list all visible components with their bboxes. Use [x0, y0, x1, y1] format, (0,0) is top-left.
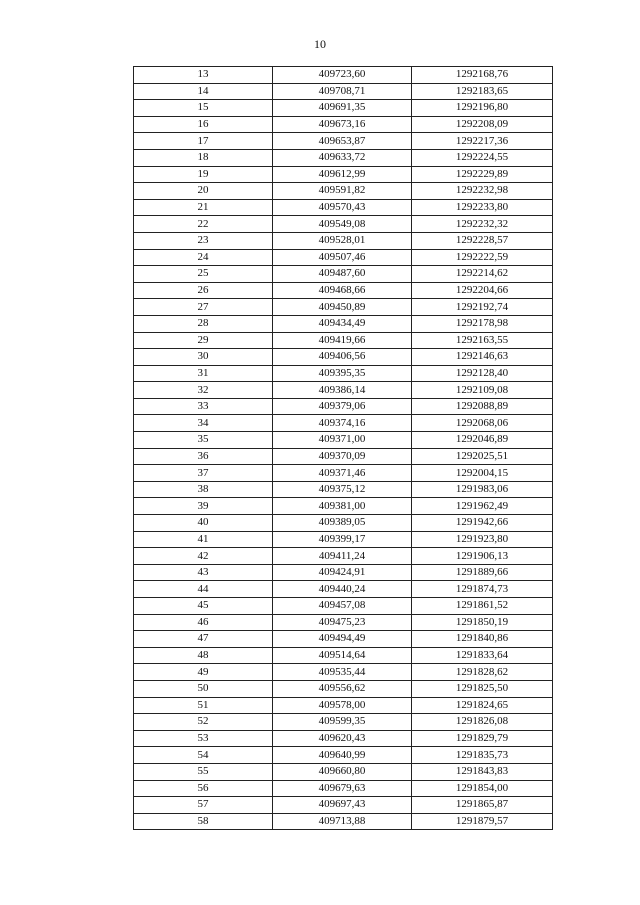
x-coordinate-cell: 409578,00	[273, 697, 412, 714]
point-number-cell: 32	[134, 382, 273, 399]
point-number-cell: 44	[134, 581, 273, 598]
x-coordinate-cell: 409653,87	[273, 133, 412, 150]
y-coordinate-cell: 1292229,89	[412, 166, 553, 183]
point-number-cell: 14	[134, 83, 273, 100]
coordinates-table	[133, 66, 553, 830]
y-coordinate-cell: 1292168,76	[412, 67, 553, 84]
x-coordinate-cell: 409370,09	[273, 448, 412, 465]
x-coordinate-cell: 409514,64	[273, 647, 412, 664]
y-coordinate-cell: 1291854,00	[412, 780, 553, 797]
x-coordinate-cell: 409591,82	[273, 183, 412, 200]
y-coordinate-cell: 1292233,80	[412, 199, 553, 216]
table-row	[134, 282, 553, 299]
table-row	[134, 697, 553, 714]
point-number-cell: 42	[134, 548, 273, 565]
x-coordinate-cell: 409487,60	[273, 266, 412, 283]
point-number-cell: 20	[134, 183, 273, 200]
x-coordinate-cell: 409374,16	[273, 415, 412, 432]
x-coordinate-cell: 409379,06	[273, 398, 412, 415]
y-coordinate-cell: 1292196,80	[412, 100, 553, 117]
table-row	[134, 448, 553, 465]
point-number-cell: 56	[134, 780, 273, 797]
page-number: 10	[314, 37, 326, 51]
table-row	[134, 564, 553, 581]
table-row	[134, 183, 553, 200]
point-number-cell: 37	[134, 465, 273, 482]
point-number-cell: 24	[134, 249, 273, 266]
x-coordinate-cell: 409419,66	[273, 332, 412, 349]
table-row	[134, 797, 553, 814]
table-row	[134, 133, 553, 150]
table-row	[134, 332, 553, 349]
x-coordinate-cell: 409411,24	[273, 548, 412, 565]
y-coordinate-cell: 1291962,49	[412, 498, 553, 515]
table-row	[134, 299, 553, 316]
point-number-cell: 38	[134, 481, 273, 498]
table-row	[134, 548, 553, 565]
table-row	[134, 166, 553, 183]
x-coordinate-cell: 409457,08	[273, 598, 412, 615]
table-row	[134, 100, 553, 117]
x-coordinate-cell: 409424,91	[273, 564, 412, 581]
table-row	[134, 813, 553, 830]
table-row	[134, 398, 553, 415]
table-row	[134, 249, 553, 266]
x-coordinate-cell: 409375,12	[273, 481, 412, 498]
point-number-cell: 25	[134, 266, 273, 283]
point-number-cell: 45	[134, 598, 273, 615]
table-row	[134, 614, 553, 631]
y-coordinate-cell: 1292178,98	[412, 315, 553, 332]
point-number-cell: 31	[134, 365, 273, 382]
point-number-cell: 13	[134, 67, 273, 84]
table-row	[134, 315, 553, 332]
point-number-cell: 15	[134, 100, 273, 117]
point-number-cell: 58	[134, 813, 273, 830]
table-row	[134, 481, 553, 498]
x-coordinate-cell: 409507,46	[273, 249, 412, 266]
x-coordinate-cell: 409399,17	[273, 531, 412, 548]
point-number-cell: 47	[134, 631, 273, 648]
table-row	[134, 730, 553, 747]
point-number-cell: 17	[134, 133, 273, 150]
x-coordinate-cell: 409633,72	[273, 149, 412, 166]
table-row	[134, 349, 553, 366]
table-row	[134, 149, 553, 166]
y-coordinate-cell: 1291825,50	[412, 680, 553, 697]
point-number-cell: 51	[134, 697, 273, 714]
y-coordinate-cell: 1292004,15	[412, 465, 553, 482]
x-coordinate-cell: 409612,99	[273, 166, 412, 183]
table-row	[134, 780, 553, 797]
y-coordinate-cell: 1291889,66	[412, 564, 553, 581]
x-coordinate-cell: 409381,00	[273, 498, 412, 515]
table-row	[134, 199, 553, 216]
table-row	[134, 598, 553, 615]
point-number-cell: 26	[134, 282, 273, 299]
point-number-cell: 29	[134, 332, 273, 349]
table-row	[134, 266, 553, 283]
point-number-cell: 33	[134, 398, 273, 415]
y-coordinate-cell: 1292232,32	[412, 216, 553, 233]
point-number-cell: 40	[134, 515, 273, 532]
table-row	[134, 763, 553, 780]
table-row	[134, 631, 553, 648]
y-coordinate-cell: 1291850,19	[412, 614, 553, 631]
point-number-cell: 22	[134, 216, 273, 233]
x-coordinate-cell: 409599,35	[273, 714, 412, 731]
point-number-cell: 19	[134, 166, 273, 183]
y-coordinate-cell: 1291824,65	[412, 697, 553, 714]
point-number-cell: 48	[134, 647, 273, 664]
point-number-cell: 34	[134, 415, 273, 432]
y-coordinate-cell: 1292109,08	[412, 382, 553, 399]
table-row	[134, 515, 553, 532]
x-coordinate-cell: 409556,62	[273, 680, 412, 697]
point-number-cell: 57	[134, 797, 273, 814]
table-row	[134, 664, 553, 681]
point-number-cell: 41	[134, 531, 273, 548]
point-number-cell: 30	[134, 349, 273, 366]
y-coordinate-cell: 1291923,80	[412, 531, 553, 548]
table-row	[134, 647, 553, 664]
table-row	[134, 67, 553, 84]
point-number-cell: 35	[134, 432, 273, 449]
table-row	[134, 415, 553, 432]
x-coordinate-cell: 409494,49	[273, 631, 412, 648]
x-coordinate-cell: 409691,35	[273, 100, 412, 117]
point-number-cell: 49	[134, 664, 273, 681]
y-coordinate-cell: 1291835,73	[412, 747, 553, 764]
y-coordinate-cell: 1292214,62	[412, 266, 553, 283]
x-coordinate-cell: 409723,60	[273, 67, 412, 84]
x-coordinate-cell: 409395,35	[273, 365, 412, 382]
point-number-cell: 36	[134, 448, 273, 465]
point-number-cell: 46	[134, 614, 273, 631]
y-coordinate-cell: 1291942,66	[412, 515, 553, 532]
y-coordinate-cell: 1292163,55	[412, 332, 553, 349]
table-row	[134, 365, 553, 382]
y-coordinate-cell: 1292025,51	[412, 448, 553, 465]
y-coordinate-cell: 1291833,64	[412, 647, 553, 664]
table-row	[134, 216, 553, 233]
x-coordinate-cell: 409570,43	[273, 199, 412, 216]
x-coordinate-cell: 409660,80	[273, 763, 412, 780]
point-number-cell: 23	[134, 232, 273, 249]
x-coordinate-cell: 409713,88	[273, 813, 412, 830]
x-coordinate-cell: 409679,63	[273, 780, 412, 797]
point-number-cell: 53	[134, 730, 273, 747]
y-coordinate-cell: 1291861,52	[412, 598, 553, 615]
point-number-cell: 52	[134, 714, 273, 731]
point-number-cell: 39	[134, 498, 273, 515]
table-row	[134, 432, 553, 449]
x-coordinate-cell: 409640,99	[273, 747, 412, 764]
table-row	[134, 382, 553, 399]
y-coordinate-cell: 1292232,98	[412, 183, 553, 200]
y-coordinate-cell: 1292222,59	[412, 249, 553, 266]
x-coordinate-cell: 409450,89	[273, 299, 412, 316]
x-coordinate-cell: 409389,05	[273, 515, 412, 532]
y-coordinate-cell: 1292183,65	[412, 83, 553, 100]
y-coordinate-cell: 1292128,40	[412, 365, 553, 382]
table-row	[134, 116, 553, 133]
table-row	[134, 747, 553, 764]
x-coordinate-cell: 409620,43	[273, 730, 412, 747]
x-coordinate-cell: 409434,49	[273, 315, 412, 332]
y-coordinate-cell: 1292146,63	[412, 349, 553, 366]
point-number-cell: 55	[134, 763, 273, 780]
x-coordinate-cell: 409673,16	[273, 116, 412, 133]
y-coordinate-cell: 1291840,86	[412, 631, 553, 648]
y-coordinate-cell: 1291828,62	[412, 664, 553, 681]
y-coordinate-cell: 1291865,87	[412, 797, 553, 814]
table-row	[134, 581, 553, 598]
y-coordinate-cell: 1292228,57	[412, 232, 553, 249]
point-number-cell: 18	[134, 149, 273, 166]
x-coordinate-cell: 409549,08	[273, 216, 412, 233]
x-coordinate-cell: 409468,66	[273, 282, 412, 299]
x-coordinate-cell: 409708,71	[273, 83, 412, 100]
point-number-cell: 27	[134, 299, 273, 316]
y-coordinate-cell: 1291826,08	[412, 714, 553, 731]
y-coordinate-cell: 1292192,74	[412, 299, 553, 316]
point-number-cell: 50	[134, 680, 273, 697]
point-number-cell: 28	[134, 315, 273, 332]
y-coordinate-cell: 1292208,09	[412, 116, 553, 133]
x-coordinate-cell: 409535,44	[273, 664, 412, 681]
table-row	[134, 714, 553, 731]
y-coordinate-cell: 1292204,66	[412, 282, 553, 299]
x-coordinate-cell: 409440,24	[273, 581, 412, 598]
table-row	[134, 83, 553, 100]
x-coordinate-cell: 409697,43	[273, 797, 412, 814]
x-coordinate-cell: 409371,00	[273, 432, 412, 449]
y-coordinate-cell: 1291983,06	[412, 481, 553, 498]
point-number-cell: 16	[134, 116, 273, 133]
y-coordinate-cell: 1291829,79	[412, 730, 553, 747]
table-row	[134, 465, 553, 482]
y-coordinate-cell: 1291879,57	[412, 813, 553, 830]
x-coordinate-cell: 409371,46	[273, 465, 412, 482]
y-coordinate-cell: 1292224,55	[412, 149, 553, 166]
table-row	[134, 531, 553, 548]
x-coordinate-cell: 409386,14	[273, 382, 412, 399]
y-coordinate-cell: 1291874,73	[412, 581, 553, 598]
table-row	[134, 680, 553, 697]
y-coordinate-cell: 1292217,36	[412, 133, 553, 150]
x-coordinate-cell: 409475,23	[273, 614, 412, 631]
point-number-cell: 43	[134, 564, 273, 581]
x-coordinate-cell: 409528,01	[273, 232, 412, 249]
table-row	[134, 232, 553, 249]
y-coordinate-cell: 1291843,83	[412, 763, 553, 780]
point-number-cell: 21	[134, 199, 273, 216]
y-coordinate-cell: 1292068,06	[412, 415, 553, 432]
y-coordinate-cell: 1292046,89	[412, 432, 553, 449]
coordinates-table-body	[134, 67, 553, 830]
table-row	[134, 498, 553, 515]
y-coordinate-cell: 1292088,89	[412, 398, 553, 415]
y-coordinate-cell: 1291906,13	[412, 548, 553, 565]
point-number-cell: 54	[134, 747, 273, 764]
x-coordinate-cell: 409406,56	[273, 349, 412, 366]
